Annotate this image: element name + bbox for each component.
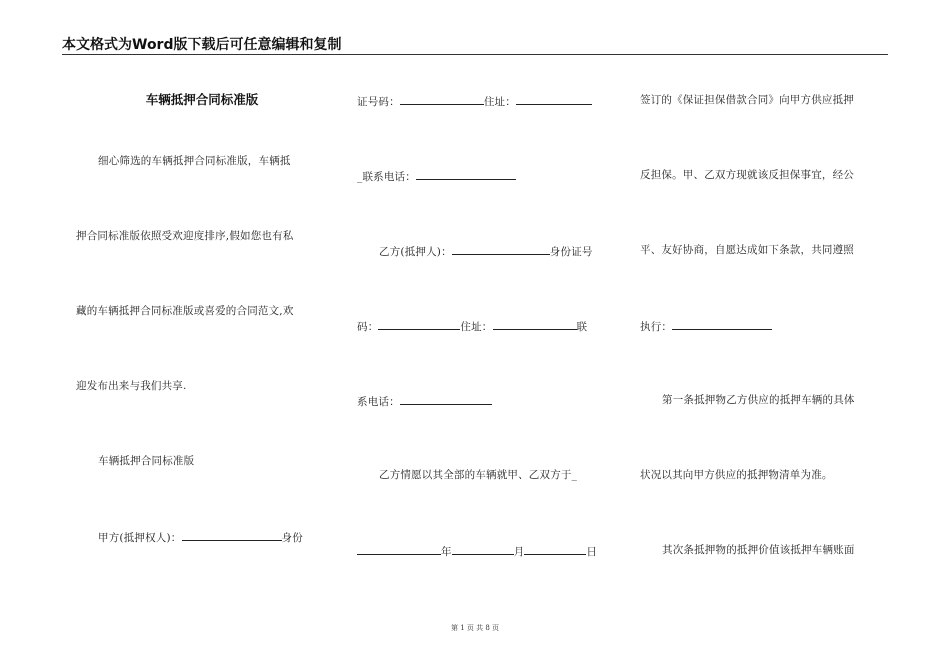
paragraph-line: 细心筛选的车辆抵押合同标准版，车辆抵 — [98, 155, 291, 167]
phone-line — [357, 393, 492, 409]
address-label: 住址： — [483, 96, 516, 108]
page-footer: 第 1 页 共 8 页 — [450, 624, 500, 632]
fill-blank — [182, 529, 282, 541]
document-title: 车辆抵押合同标准版 — [145, 92, 259, 107]
year-label: 年 — [441, 546, 452, 558]
month-label: 月 — [513, 546, 525, 558]
column-2 — [357, 0, 609, 672]
paragraph-line: 状况以其向甲方供应的抵押物清单为准。 — [640, 469, 833, 481]
paragraph-line: 平、友好协商，自愿达成如下条款，共同遵照 — [640, 244, 854, 256]
fill-blank — [416, 168, 516, 180]
paragraph-line: 押合同标准版依照受欢迎度排序,假如您也有私 — [76, 230, 294, 242]
party-b-label: 乙方(抵押人)： — [379, 246, 452, 258]
party-a-line — [76, 529, 303, 545]
contact-label-part: 联 — [576, 321, 588, 333]
fill-blank — [672, 318, 772, 330]
fill-blank — [516, 93, 592, 105]
section-heading: 车辆抵押合同标准版 — [98, 455, 195, 467]
id-number-label: 证号码： — [357, 96, 400, 108]
id-label-part: 身份 — [281, 532, 303, 544]
address-label: 住址： — [460, 321, 493, 333]
paragraph-line: 藏的车辆抵押合同标准版或喜爱的合同范文,欢 — [76, 305, 294, 317]
fill-blank — [378, 318, 460, 330]
date-line — [357, 543, 597, 559]
fill-blank — [524, 543, 586, 555]
code-label: 码： — [357, 321, 379, 333]
code-address-line — [357, 318, 587, 334]
paragraph-line: 乙方情愿以其全部的车辆就甲、乙双方于_ — [379, 469, 578, 481]
execute-line — [640, 318, 772, 334]
day-label: 日 — [586, 546, 598, 558]
party-a-label: 甲方(抵押权人)： — [98, 532, 182, 544]
id-address-line — [357, 93, 592, 109]
fill-blank — [452, 243, 550, 255]
fill-blank — [493, 318, 577, 330]
fill-blank — [400, 393, 492, 405]
party-b-line — [357, 243, 593, 259]
article-two-line: 其次条抵押物的抵押价值该抵押车辆账面 — [662, 544, 855, 556]
phone-line — [357, 168, 516, 184]
fill-blank — [357, 543, 441, 555]
paragraph-line: 迎发布出来与我们共享. — [76, 380, 187, 392]
page-header: 本文格式为Word版下载后可任意编辑和复制 — [62, 37, 342, 53]
article-one-line: 第一条抵押物乙方供应的抵押车辆的具体 — [662, 394, 855, 406]
id-number-label: 身份证号 — [549, 246, 593, 258]
phone-label: _联系电话： — [357, 171, 416, 183]
fill-blank — [452, 543, 514, 555]
paragraph-line: 反担保。甲、乙双方现就该反担保事宜，经公 — [640, 169, 854, 181]
column-1 — [76, 0, 328, 672]
column-3 — [640, 0, 890, 672]
execute-label: 执行： — [640, 321, 673, 333]
phone-label: 系电话： — [357, 396, 400, 408]
paragraph-line: 签订的《保证担保借款合同》向甲方供应抵押 — [640, 94, 854, 106]
fill-blank — [400, 93, 484, 105]
